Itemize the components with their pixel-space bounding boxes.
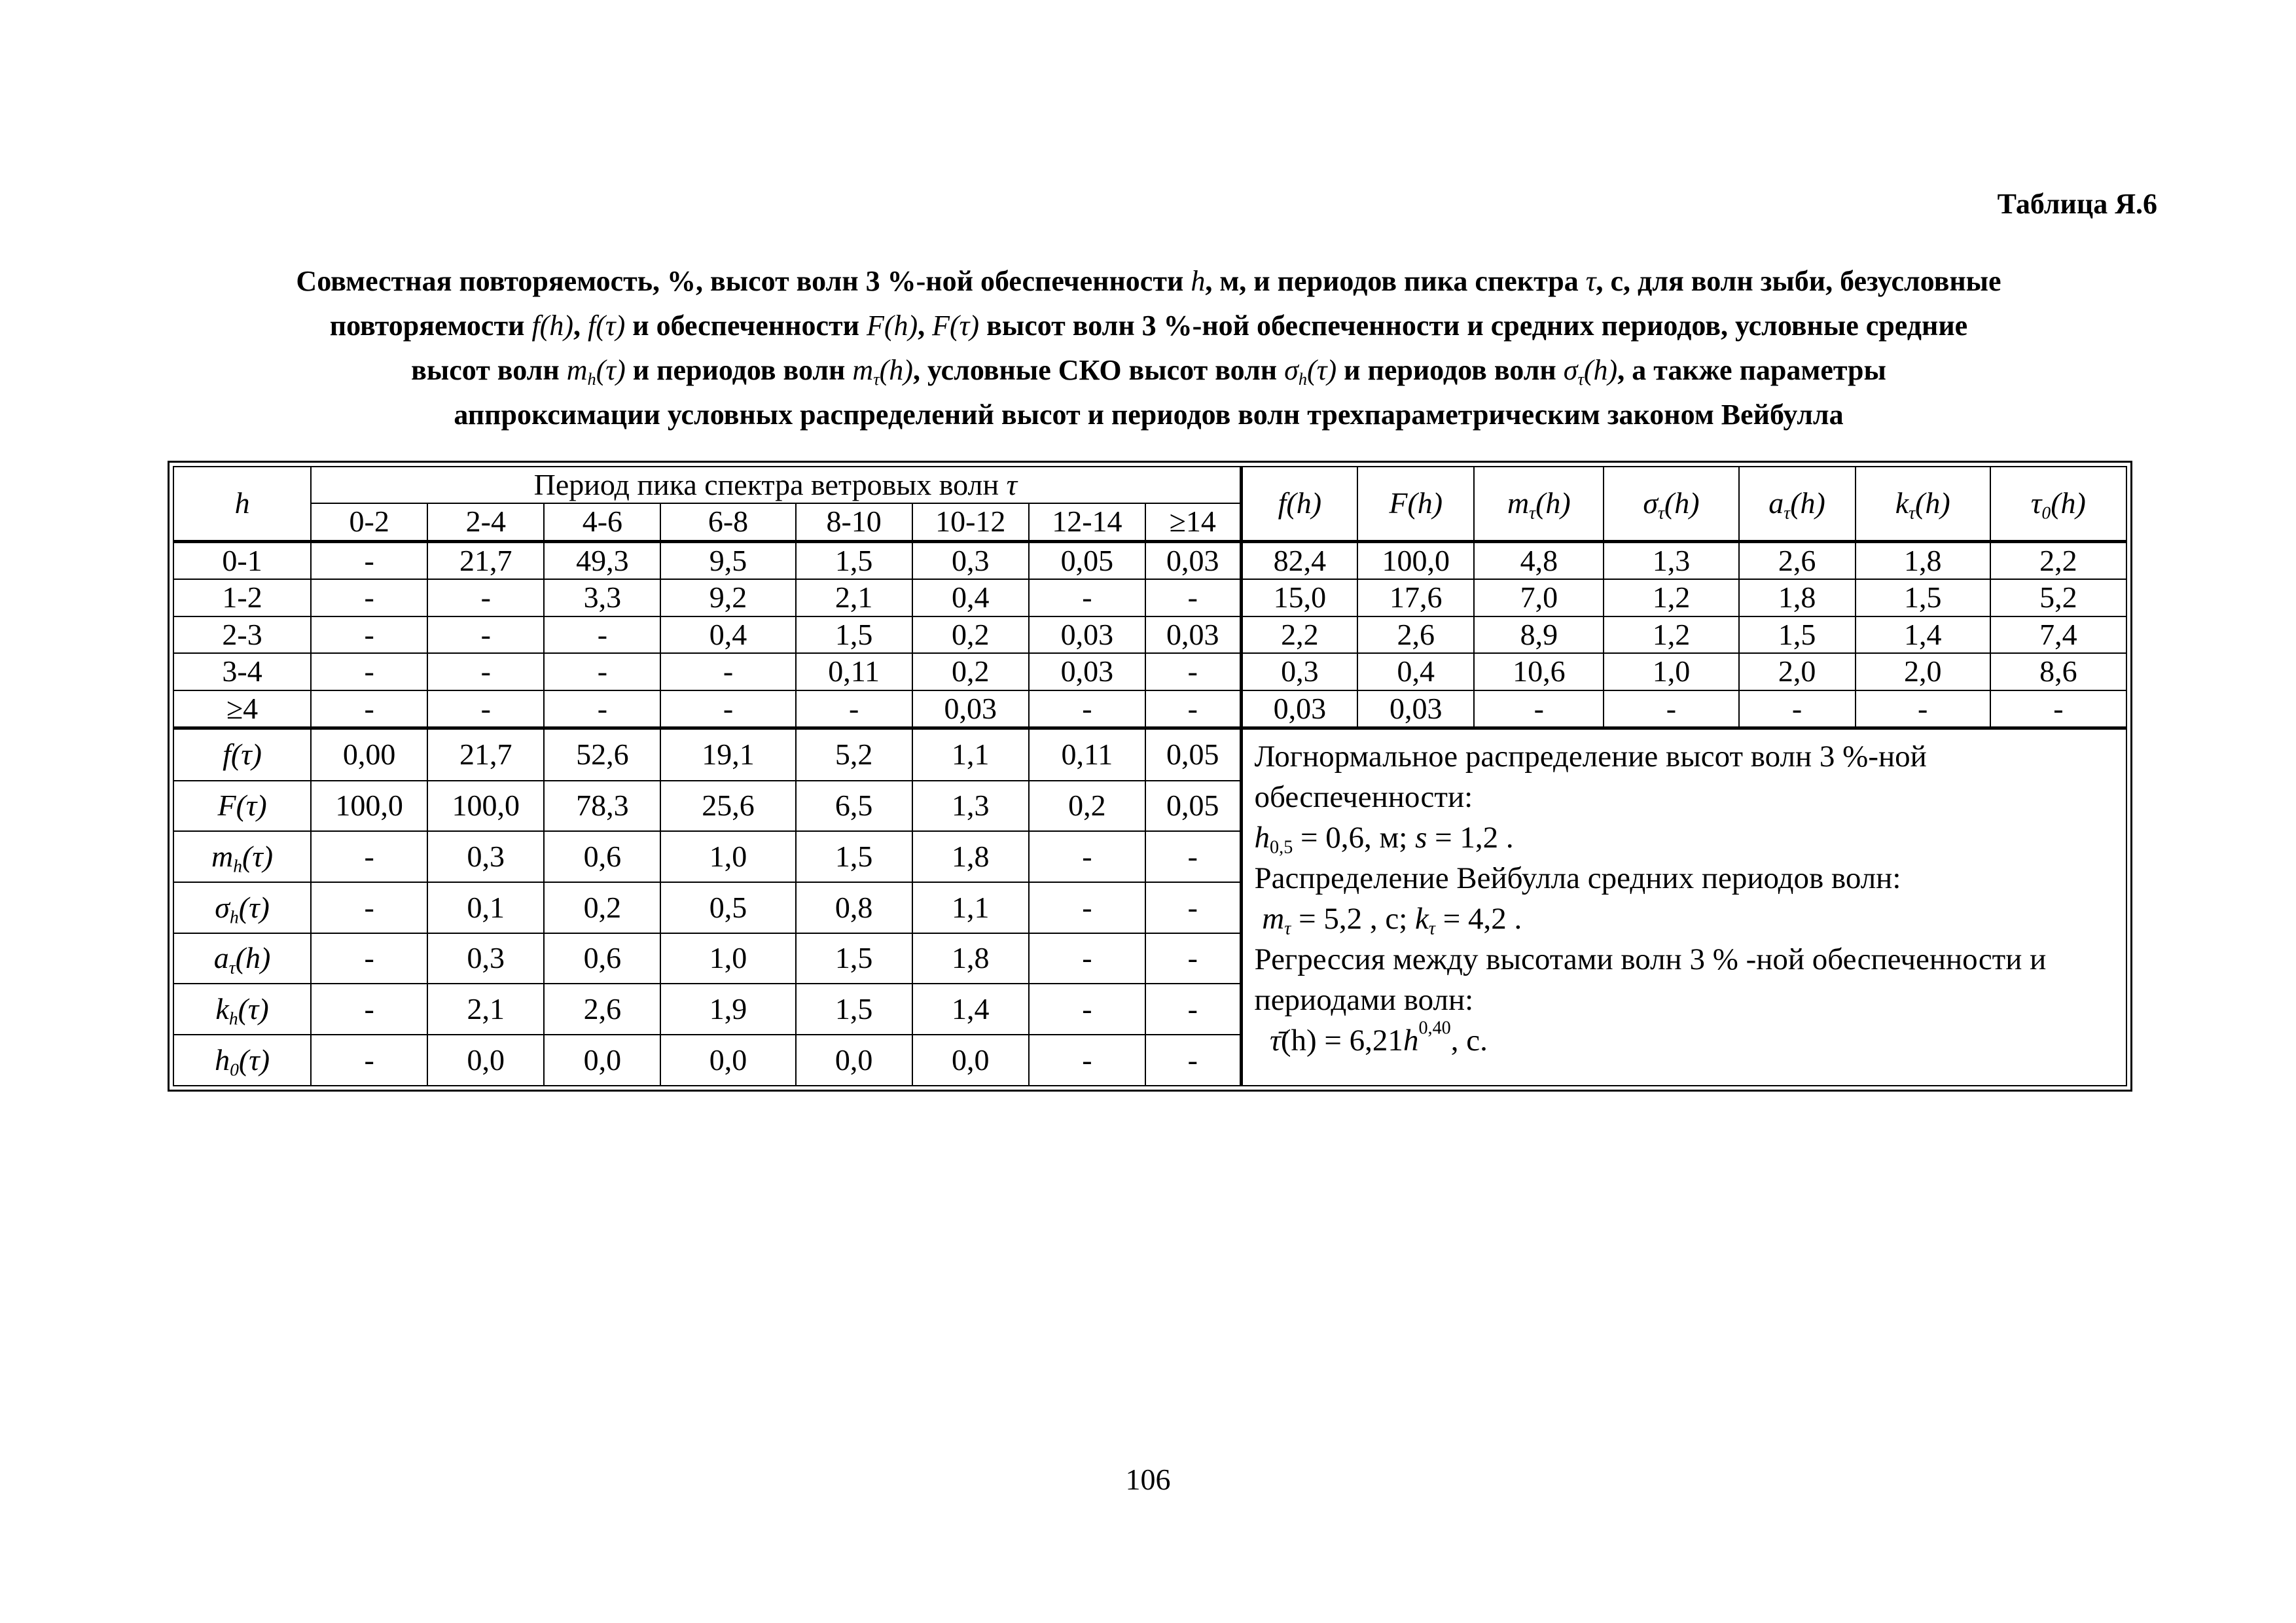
math-sub: τ [1784,502,1791,523]
math-sub: h [233,855,243,876]
math-symbol [1768,486,1825,523]
math-symbol [217,789,266,822]
math-arg: (h) [1915,486,1950,520]
table-cell: - [544,690,660,728]
table-cell: 0,03 [912,690,1029,728]
table-cell: 1,1 [912,728,1029,781]
notes-cell [1241,728,2126,1086]
table-cell: 0,6 [544,831,660,882]
period-header: 0-2 [311,503,427,541]
note-weibull-params [1255,899,2114,939]
table-cell: 8,9 [1474,616,1604,653]
table-cell: - [311,1035,427,1086]
math-sub: τ [1529,502,1536,523]
table-cell: - [1145,653,1241,690]
table-cell: 78,3 [544,781,660,832]
math-symbol [215,1043,270,1080]
math-base: τ̄ [1270,1024,1281,1058]
stat-column-header [1604,467,1738,541]
math-base: h [1403,1024,1419,1058]
table-row [173,653,2126,690]
math-base: m [1262,902,1285,936]
note-lognormal: Логнормальное распределение высот волн 3 %-ной обеспеченности: [1254,740,1927,815]
table-cell: 4,8 [1474,541,1604,579]
math-base: σ [1563,354,1578,386]
math-sub: 0,5 [1270,837,1293,858]
table-cell: 9,5 [660,541,795,579]
table-cell: 1,2 [1604,616,1738,653]
table-cell: - [311,933,427,984]
math-base: a [213,941,229,975]
table-cell: 1,8 [1856,541,1990,579]
math-arg: (h) [879,354,913,386]
corner-symbol: h [234,486,250,520]
math-base: m [211,839,234,873]
table-cell: 2,2 [1241,616,1357,653]
page-number: 106 [1125,1463,1171,1496]
math-arg: (τ) [236,789,267,823]
math-arg: (τ) [238,1043,270,1077]
table-cell: 0,03 [1145,541,1241,579]
math-sub: τ [1909,502,1916,523]
corner-header [173,467,311,541]
table-cell: 0,1 [427,882,544,933]
table-cell: 1,8 [1739,579,1856,616]
period-header-symbol: τ [1006,467,1018,501]
math-sub: 0 [2041,502,2051,523]
table-row [173,728,2126,781]
table-cell: - [1474,690,1604,728]
table-cell: - [1145,984,1241,1035]
math-symbol [1643,486,1700,523]
note-text: = 5,2 , с; [1291,902,1416,936]
table-cell: 1,9 [660,984,795,1035]
table-cell: - [427,690,544,728]
table-cell: 0,3 [912,541,1029,579]
table-row [173,579,2126,616]
row-label [173,984,311,1035]
table-cell: - [311,984,427,1035]
table-cell: 0,0 [660,1035,795,1086]
math-base: k [215,991,229,1026]
table-cell: 7,4 [1990,616,2126,653]
period-header-text: Период пика спектра ветровых волн [533,467,1007,501]
table-cell: 1,5 [796,831,912,882]
table-cell: 100,0 [311,781,427,832]
table-cell: - [1739,690,1856,728]
math-arg: (τ) [242,839,274,873]
caption-text: , с, для волн зыби, безусловные [1596,265,2001,297]
table-cell: 0,05 [1029,541,1145,579]
caption-text: повторяемости [329,310,532,342]
table-cell: - [1145,831,1241,882]
math-base: τ [2030,486,2042,520]
row-label: ≥4 [173,690,311,728]
period-header: 4-6 [544,503,660,541]
math-arg: (τ) [230,737,262,771]
note-regression-formula [1255,1020,2114,1061]
table-cell: - [1145,882,1241,933]
table-cell: 2,6 [1357,616,1474,653]
math-symbol [1278,486,1321,520]
joint-frequency-table [173,466,2127,1086]
math-sub: 0 [230,1059,239,1080]
period-header: ≥14 [1145,503,1241,541]
math-arg: (h) [1664,486,1700,520]
data-table-frame [168,461,2132,1092]
table-cell: 100,0 [427,781,544,832]
table-cell: 0,3 [427,831,544,882]
table-cell: 0,0 [427,1035,544,1086]
table-cell: 1,8 [912,831,1029,882]
table-cell: 52,6 [544,728,660,781]
caption-text: высот волн 3 %-ной обеспеченности и средних периодов, условные средние [979,310,1968,342]
math-arg: (h) [1286,486,1322,520]
table-cell: 0,03 [1029,653,1145,690]
math-base: f [1278,486,1287,520]
math-base: h [1254,821,1270,855]
table-cell: - [1029,579,1145,616]
table-cell: - [427,616,544,653]
table-row [173,690,2126,728]
math-symbol [1895,486,1950,523]
caption-text: и периодов волн [1336,354,1564,386]
math-arg: (h) [2051,486,2086,520]
table-cell: - [1029,984,1145,1035]
math-sub: τ [1428,918,1435,939]
table-cell: 2,1 [427,984,544,1035]
period-header: 12-14 [1029,503,1145,541]
math-sub: h [1298,368,1308,389]
stat-column-header [1856,467,1990,541]
math-base: m [1507,486,1530,520]
table-row [173,541,2126,579]
table-cell: - [660,653,795,690]
math-symbol [213,941,271,978]
table-cell: 0,0 [912,1035,1029,1086]
table-cell: 1,0 [660,933,795,984]
table-cell: - [311,690,427,728]
math-base: k [1895,486,1909,520]
table-cell: 1,8 [912,933,1029,984]
caption-math [1563,354,1618,389]
table-cell: 2,6 [1739,541,1856,579]
row-label: 0-1 [173,541,311,579]
table-cell: 17,6 [1357,579,1474,616]
table-cell: 7,0 [1474,579,1604,616]
table-cell: 1,5 [796,541,912,579]
note-regression: Регрессия между высотами волн 3 % -ной обеспеченности и периодами волн: [1254,942,2047,1018]
table-cell: 0,8 [796,882,912,933]
row-label: 2-3 [173,616,311,653]
row-label [173,882,311,933]
table-cell: 0,4 [912,579,1029,616]
stat-column-header [1357,467,1474,541]
math-symbol [211,839,274,876]
table-cell: 21,7 [427,728,544,781]
stat-column-header [1474,467,1604,541]
table-cell: - [1604,690,1738,728]
caption-line-2 [151,304,2147,348]
math-symbol [1389,486,1443,520]
math-sub: h [228,1008,238,1029]
note-lognormal-params [1255,817,2114,858]
table-cell: 0,6 [544,933,660,984]
math-arg: (τ) [238,991,269,1026]
table-cell: 5,2 [1990,579,2126,616]
table-cell: - [1029,1035,1145,1086]
table-cell: 1,5 [1856,579,1990,616]
table-cell: 82,4 [1241,541,1357,579]
table-cell: 2,2 [1990,541,2126,579]
table-cell: 5,2 [796,728,912,781]
math-base: s [1415,821,1427,855]
table-cell: 0,03 [1241,690,1357,728]
table-cell: 49,3 [544,541,660,579]
table-cell: - [1856,690,1990,728]
table-cell: - [544,616,660,653]
period-header: 8-10 [796,503,912,541]
caption-math: f(h) [531,310,573,342]
math-base: m [852,354,874,386]
note-text: (h) = 6,21 [1280,1024,1403,1058]
row-label [173,933,311,984]
math-base: σ [1284,354,1299,386]
table-cell: 2,0 [1739,653,1856,690]
table-caption [151,259,2147,437]
caption-text: Совместная повторяемость, %, высот волн 3 %-ной обеспеченности [296,265,1191,297]
caption-math [1284,354,1337,389]
row-label: 3-4 [173,653,311,690]
caption-text: и периодов волн [625,354,853,386]
table-cell: 0,05 [1145,781,1241,832]
period-header: 6-8 [660,503,795,541]
table-cell: 0,03 [1357,690,1474,728]
math-base: f [223,737,231,771]
caption-math: F(h) [866,310,918,342]
math-base: F [217,789,236,823]
table-cell: - [1145,933,1241,984]
stat-column-header [1241,467,1357,541]
math-sub: τ [228,957,236,978]
table-cell: 2,0 [1856,653,1990,690]
table-cell: 0,0 [544,1035,660,1086]
table-cell: 6,5 [796,781,912,832]
note-text: = 4,2 . [1435,902,1522,936]
math-symbol [2030,486,2086,523]
table-cell: 1,3 [1604,541,1738,579]
stat-column-header [1990,467,2126,541]
table-cell: 1,4 [912,984,1029,1035]
table-cell: 1,1 [912,882,1029,933]
table-cell: 0,3 [1241,653,1357,690]
table-cell: - [311,616,427,653]
math-sup: 0,40 [1418,1018,1451,1039]
table-cell: 15,0 [1241,579,1357,616]
caption-text: высот волн [411,354,567,386]
math-sub: h [229,906,239,927]
table-cell: 100,0 [1357,541,1474,579]
math-arg: (h) [1407,486,1443,520]
row-label [173,831,311,882]
caption-line-4: аппроксимации условных распределений высот и периодов волн трехпараметрическим законом Вейбулла [454,399,1844,431]
caption-math: h [1191,265,1206,297]
table-cell: - [544,653,660,690]
math-arg: (τ) [238,890,270,924]
period-header: 2-4 [427,503,544,541]
table-cell: - [311,882,427,933]
table-cell: - [796,690,912,728]
table-cell: 0,2 [544,882,660,933]
math-base: σ [215,890,230,924]
math-symbol [1507,486,1571,523]
period-header: 10-12 [912,503,1029,541]
math-arg: (h) [1535,486,1571,520]
note-text: = 1,2 . [1427,821,1514,855]
math-arg: (h) [1790,486,1825,520]
table-cell: - [1029,882,1145,933]
table-cell: 9,2 [660,579,795,616]
table-cell: 8,6 [1990,653,2126,690]
table-cell: - [311,541,427,579]
table-cell: 25,6 [660,781,795,832]
caption-text: , [918,310,933,342]
table-cell: 3,3 [544,579,660,616]
caption-line-1 [151,259,2147,304]
table-cell: - [1145,1035,1241,1086]
table-cell: 0,4 [660,616,795,653]
math-arg: (h) [1583,354,1618,386]
caption-math: τ [1585,265,1596,297]
caption-line-3 [151,348,2147,393]
table-cell: 0,11 [796,653,912,690]
table-cell: - [1145,690,1241,728]
table-cell: 0,2 [1029,781,1145,832]
math-symbol [215,890,270,927]
note-text: , с. [1450,1024,1488,1058]
table-cell: 0,03 [1029,616,1145,653]
table-cell: 0,2 [912,616,1029,653]
math-symbol [215,991,269,1029]
table-cell: 0,5 [660,882,795,933]
table-cell: 1,5 [796,933,912,984]
table-cell: 1,3 [912,781,1029,832]
caption-text: , [573,310,588,342]
table-cell: 1,0 [1604,653,1738,690]
table-cell: 1,5 [1739,616,1856,653]
table-cell: 0,0 [796,1035,912,1086]
caption-text: и обеспеченности [625,310,867,342]
row-label [173,781,311,832]
table-cell: - [1029,831,1145,882]
table-cell: 1,4 [1856,616,1990,653]
math-base: m [566,354,588,386]
note-weibull: Распределение Вейбулла средних периодов волн: [1254,861,1901,896]
caption-math: F(τ) [932,310,980,342]
math-base: a [1768,486,1784,520]
table-cell: 19,1 [660,728,795,781]
math-sub: h [587,368,596,389]
row-label [173,728,311,781]
table-cell: - [1029,933,1145,984]
table-cell: 21,7 [427,541,544,579]
table-cell: 1,5 [796,616,912,653]
table-cell: - [427,653,544,690]
table-cell: - [311,653,427,690]
stat-column-header [1739,467,1856,541]
caption-math [852,354,913,389]
caption-math [566,354,626,389]
math-base: h [215,1043,230,1077]
note-text: = 0,6, м; [1293,821,1416,855]
math-base: σ [1643,486,1659,520]
math-arg: (τ) [1307,354,1337,386]
table-cell: 2,6 [544,984,660,1035]
math-sub: τ [1577,368,1584,389]
caption-math: f(τ) [587,310,626,342]
period-group-header [311,467,1241,503]
table-cell: 0,11 [1029,728,1145,781]
math-base: F [1389,486,1408,520]
header-row [173,467,2126,503]
table-cell: - [1990,690,2126,728]
table-cell: 2,1 [796,579,912,616]
table-cell: - [427,579,544,616]
table-cell: - [660,690,795,728]
table-cell: 0,2 [912,653,1029,690]
table-cell: 0,3 [427,933,544,984]
math-arg: (τ) [596,354,626,386]
table-cell: - [311,579,427,616]
table-cell: 0,03 [1145,616,1241,653]
table-cell: 0,05 [1145,728,1241,781]
math-sub: τ [1658,502,1664,523]
math-sub: τ [873,368,880,389]
row-label [173,1035,311,1086]
table-cell: 0,4 [1357,653,1474,690]
table-label: Таблица Я.6 [1997,188,2157,220]
table-cell: 1,2 [1604,579,1738,616]
caption-text: , а также параметры [1617,354,1886,386]
row-label: 1-2 [173,579,311,616]
math-base: k [1415,902,1429,936]
caption-text: , м, и периодов пика спектра [1205,265,1586,297]
math-arg: (h) [235,941,271,975]
table-cell: - [1029,690,1145,728]
math-symbol [223,738,262,771]
caption-text: , условные СКО высот волн [912,354,1285,386]
table-cell: 1,5 [796,984,912,1035]
table-cell: 0,00 [311,728,427,781]
math-sub: τ [1284,918,1291,939]
table-cell: 1,0 [660,831,795,882]
table-row [173,616,2126,653]
table-cell: - [311,831,427,882]
table-cell: - [1145,579,1241,616]
table-cell: 10,6 [1474,653,1604,690]
